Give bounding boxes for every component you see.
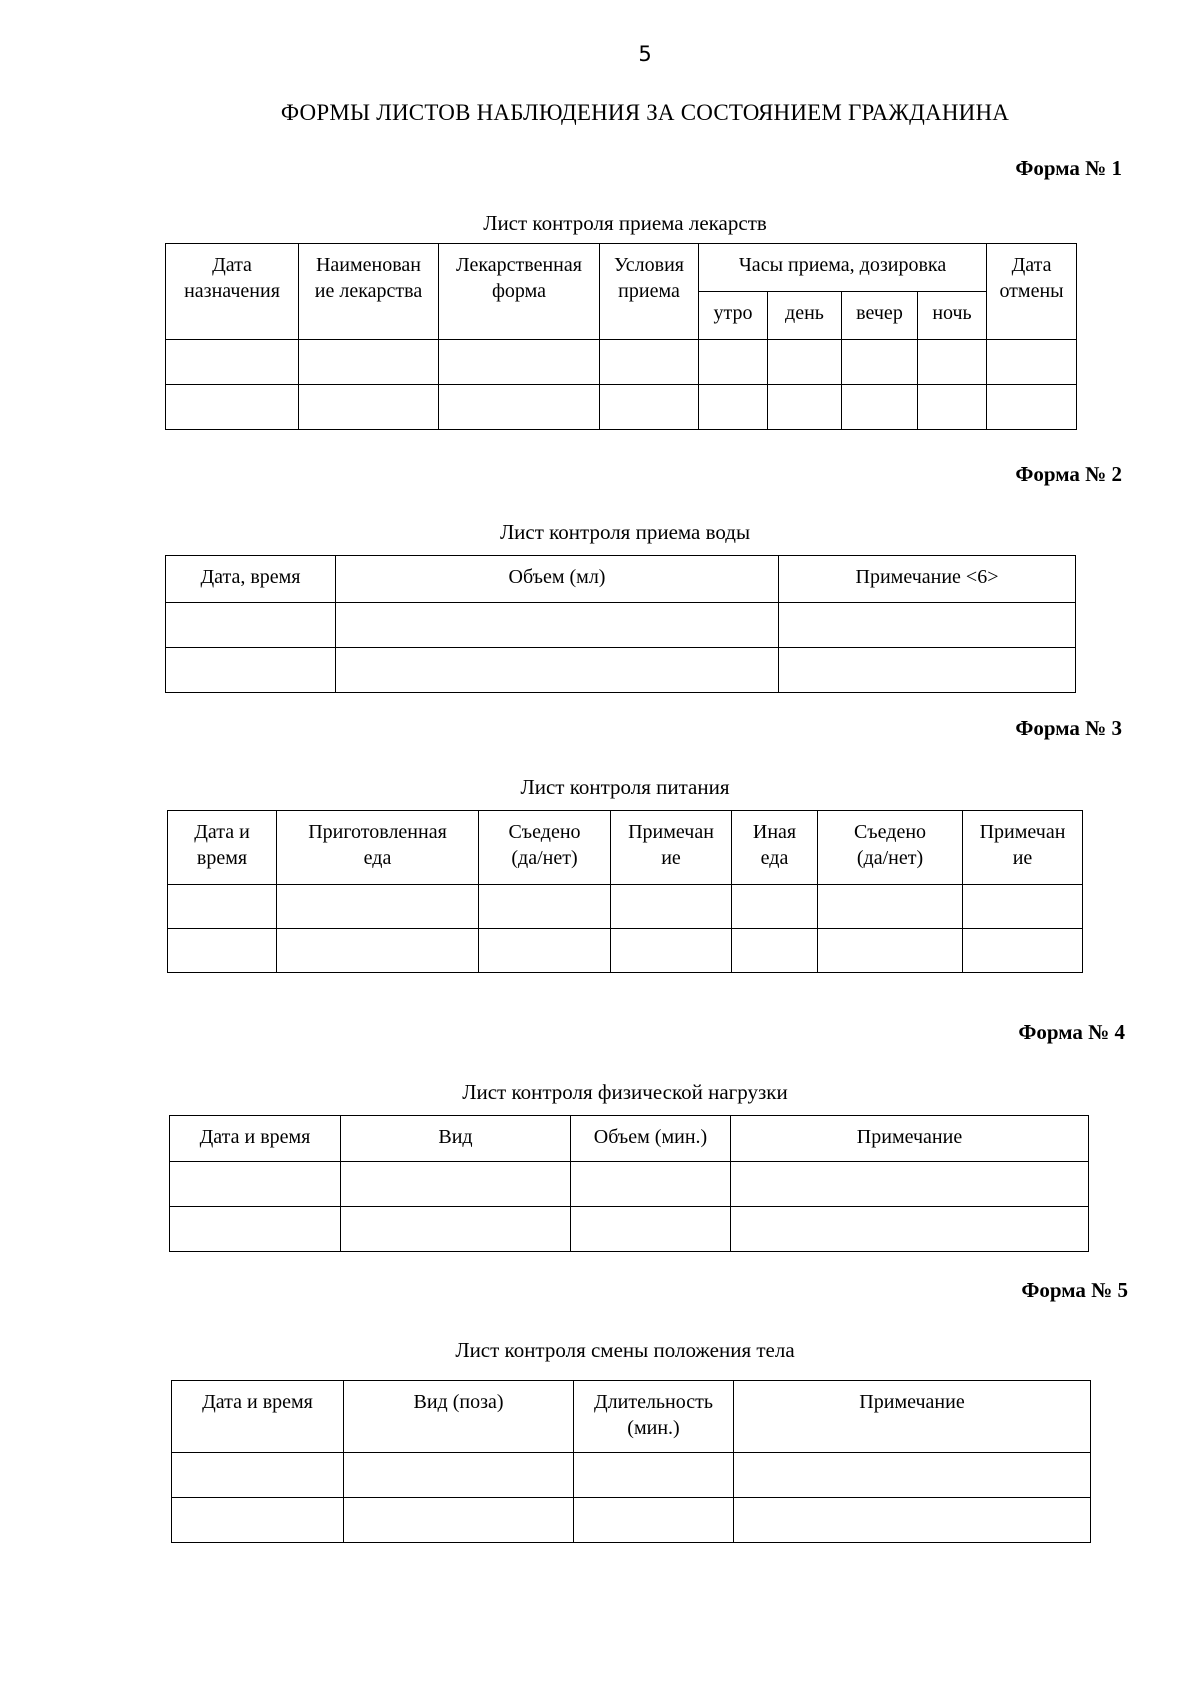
input-cell[interactable]	[600, 340, 699, 385]
subheader-night: ночь	[918, 292, 987, 340]
input-cell[interactable]	[918, 385, 987, 430]
table-row	[168, 929, 1083, 973]
header-datetime: Дата и время	[168, 811, 277, 885]
input-cell[interactable]	[439, 385, 600, 430]
form-3-sheet-title: Лист контроля питания	[520, 775, 730, 799]
input-cell[interactable]	[818, 929, 963, 973]
form-2-sheet-title: Лист контроля приема воды	[499, 520, 751, 544]
input-cell[interactable]	[479, 885, 611, 929]
header-type: Вид	[341, 1116, 571, 1162]
table-row	[166, 340, 1077, 385]
input-cell[interactable]	[600, 385, 699, 430]
input-cell[interactable]	[574, 1498, 734, 1543]
input-cell[interactable]	[277, 885, 479, 929]
header-datetime: Дата и время	[172, 1381, 344, 1453]
form-3-table	[167, 810, 1083, 973]
input-cell[interactable]	[172, 1453, 344, 1498]
input-cell[interactable]	[918, 340, 987, 385]
form-2-table	[165, 555, 1076, 693]
form-4-label: Форма № 4	[1018, 1020, 1125, 1044]
input-cell[interactable]	[571, 1162, 731, 1207]
header-pose: Вид (поза)	[344, 1381, 574, 1453]
header-note: Примечание <6>	[779, 556, 1076, 603]
header-intake-hours: Часы приема, дозировка	[699, 244, 987, 292]
input-cell[interactable]	[166, 385, 299, 430]
form-5-table	[171, 1380, 1091, 1543]
page-number: 5	[638, 42, 652, 66]
input-cell[interactable]	[170, 1207, 341, 1252]
input-cell[interactable]	[731, 1162, 1089, 1207]
input-cell[interactable]	[172, 1498, 344, 1543]
input-cell[interactable]	[818, 885, 963, 929]
table-row	[170, 1162, 1089, 1207]
input-cell[interactable]	[611, 929, 732, 973]
input-cell[interactable]	[571, 1207, 731, 1252]
subheader-day: день	[768, 292, 842, 340]
table-row	[166, 648, 1076, 693]
header-prepared-food: Приготовленная еда	[277, 811, 479, 885]
header-volume-min: Объем (мин.)	[571, 1116, 731, 1162]
form-1-sheet-title: Лист контроля приема лекарств	[483, 211, 767, 235]
input-cell[interactable]	[779, 603, 1076, 648]
input-cell[interactable]	[299, 340, 439, 385]
form-1-table	[165, 243, 1077, 430]
input-cell[interactable]	[779, 648, 1076, 693]
table-row	[166, 385, 1077, 430]
input-cell[interactable]	[699, 340, 768, 385]
form-5-label: Форма № 5	[1021, 1278, 1128, 1302]
input-cell[interactable]	[341, 1207, 571, 1252]
subheader-morning: утро	[699, 292, 768, 340]
form-4-sheet-title: Лист контроля физической нагрузки	[462, 1080, 788, 1104]
input-cell[interactable]	[336, 648, 779, 693]
header-drug-form: Лекарственная форма	[439, 244, 600, 340]
header-cancel-date: Дата отмены	[987, 244, 1077, 340]
header-note: Примечание	[731, 1116, 1089, 1162]
header-datetime: Дата и время	[170, 1116, 341, 1162]
input-cell[interactable]	[344, 1453, 574, 1498]
table-row	[172, 1498, 1091, 1543]
document-title: ФОРМЫ ЛИСТОВ НАБЛЮДЕНИЯ ЗА СОСТОЯНИЕМ ГРАЖДАНИНА	[280, 100, 1010, 125]
form-5-sheet-title: Лист контроля смены положения тела	[455, 1338, 795, 1362]
input-cell[interactable]	[170, 1162, 341, 1207]
input-cell[interactable]	[768, 385, 842, 430]
header-volume-ml: Объем (мл)	[336, 556, 779, 603]
input-cell[interactable]	[344, 1498, 574, 1543]
input-cell[interactable]	[732, 929, 818, 973]
header-note-other: Примечан ие	[963, 811, 1083, 885]
header-eaten: Съедено (да/нет)	[479, 811, 611, 885]
input-cell[interactable]	[168, 929, 277, 973]
input-cell[interactable]	[439, 340, 600, 385]
input-cell[interactable]	[299, 385, 439, 430]
header-intake-conditions: Условия приема	[600, 244, 699, 340]
input-cell[interactable]	[166, 603, 336, 648]
input-cell[interactable]	[277, 929, 479, 973]
subheader-evening: вечер	[842, 292, 918, 340]
table-row	[168, 885, 1083, 929]
input-cell[interactable]	[732, 885, 818, 929]
input-cell[interactable]	[842, 385, 918, 430]
input-cell[interactable]	[574, 1453, 734, 1498]
input-cell[interactable]	[734, 1453, 1091, 1498]
input-cell[interactable]	[987, 340, 1077, 385]
header-drug-name: Наименован ие лекарства	[299, 244, 439, 340]
input-cell[interactable]	[842, 340, 918, 385]
input-cell[interactable]	[734, 1498, 1091, 1543]
input-cell[interactable]	[166, 340, 299, 385]
header-eaten-other: Съедено (да/нет)	[818, 811, 963, 885]
header-note: Примечание	[734, 1381, 1091, 1453]
table-row	[170, 1207, 1089, 1252]
form-4-table	[169, 1115, 1089, 1252]
input-cell[interactable]	[611, 885, 732, 929]
header-duration-min: Длительность (мин.)	[574, 1381, 734, 1453]
input-cell[interactable]	[963, 885, 1083, 929]
input-cell[interactable]	[168, 885, 277, 929]
input-cell[interactable]	[479, 929, 611, 973]
form-2-label: Форма № 2	[1015, 462, 1122, 486]
input-cell[interactable]	[987, 385, 1077, 430]
input-cell[interactable]	[731, 1207, 1089, 1252]
input-cell[interactable]	[336, 603, 779, 648]
input-cell[interactable]	[341, 1162, 571, 1207]
form-1-label: Форма № 1	[1015, 156, 1122, 180]
header-datetime: Дата, время	[166, 556, 336, 603]
input-cell[interactable]	[768, 340, 842, 385]
input-cell[interactable]	[699, 385, 768, 430]
table-row	[166, 603, 1076, 648]
header-date-assigned: Дата назначения	[166, 244, 299, 340]
table-row	[172, 1453, 1091, 1498]
form-3-label: Форма № 3	[1015, 716, 1122, 740]
input-cell[interactable]	[166, 648, 336, 693]
input-cell[interactable]	[963, 929, 1083, 973]
header-other-food: Иная еда	[732, 811, 818, 885]
header-note: Примечан ие	[611, 811, 732, 885]
